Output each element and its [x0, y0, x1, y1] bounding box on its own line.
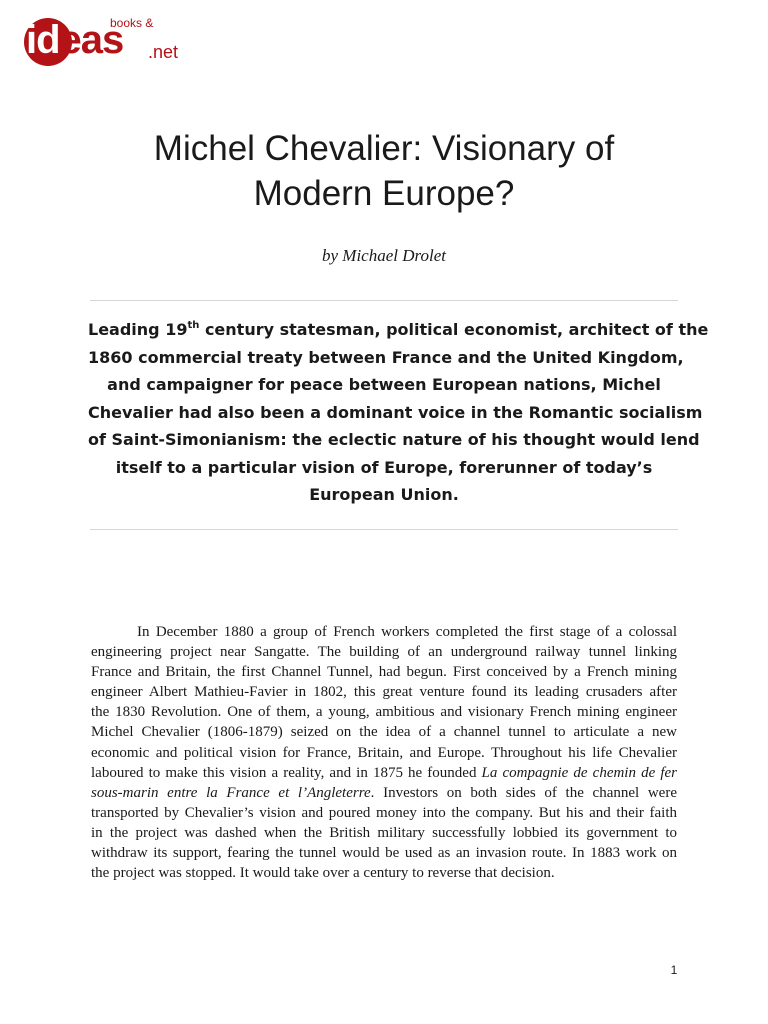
- abstract: [88, 316, 709, 509]
- body-line: withdraw its support, fearing the tunnel would be used as an invasion route. In 1883 work on: [91, 845, 677, 862]
- body-line: Michel Chevalier (1806-1879) seized on the idea of a channel tunnel to articulate a new: [91, 724, 677, 741]
- body-line: sous-marin entre la France et l’Angleterre. Investors on both sides of the channel were: [91, 784, 677, 801]
- body-line: engineering project near Sangatte. The building of an underground railway tunnel linking: [91, 644, 677, 661]
- article-title: [84, 126, 684, 216]
- body-line: France and Britain, the first Channel Tunnel, had begun. First conceived by a French mining: [91, 664, 677, 681]
- body-line: In December 1880 a group of French workers completed the first stage of a colossal: [137, 624, 677, 640]
- body-line: laboured to make this vision a reality, and in 1875 he founded La compagnie de chemin de fer: [91, 764, 677, 781]
- logo-books-text: books &: [110, 16, 154, 30]
- abstract-line: Leading 19th century statesman, political economist, architect of the: [88, 320, 709, 339]
- title-line-1: Michel Chevalier: Visionary of: [153, 129, 615, 168]
- abstract-line: 1860 commercial treaty between France and the United Kingdom,: [88, 347, 684, 367]
- divider-top: [90, 300, 678, 301]
- abstract-line: itself to a particular vision of Europe, forerunner of today’s: [115, 457, 653, 477]
- logo-wordmark: ideas: [26, 18, 124, 62]
- abstract-line: European Union.: [309, 485, 459, 504]
- abstract-line: and campaigner for peace between European nations, Michel: [107, 375, 661, 394]
- body-line: in the project was dashed when the British military successfully lobbied its government to: [91, 824, 677, 841]
- author-byline: by Michael Drolet: [322, 246, 446, 265]
- body-line: transported by Chevalier’s vision and poured money into the company. But his and their faith: [91, 804, 677, 821]
- body-paragraph: [91, 622, 677, 883]
- body-line: engineer Albert Mathieu-Favier in 1802, this great venture found its leading crusaders after: [91, 684, 677, 701]
- logo-net-text: .net: [148, 42, 179, 62]
- body-line: the project was stopped. It would take over a century to reverse that decision.: [91, 865, 555, 882]
- abstract-line: of Saint-Simonianism: the eclectic nature of his thought would lend: [88, 430, 700, 449]
- site-logo[interactable]: [24, 16, 184, 68]
- page-number: 1: [670, 963, 678, 977]
- abstract-line: Chevalier had also been a dominant voice in the Romantic socialism: [88, 402, 703, 422]
- divider-bottom: [90, 529, 678, 530]
- body-line: the 1830 Revolution. One of them, a young, ambitious and visionary French mining engineer: [91, 704, 677, 721]
- title-line-2: Modern Europe?: [253, 174, 515, 213]
- body-line: economic and political vision for France, Britain, and Europe. Throughout his life Chevalier: [91, 744, 677, 761]
